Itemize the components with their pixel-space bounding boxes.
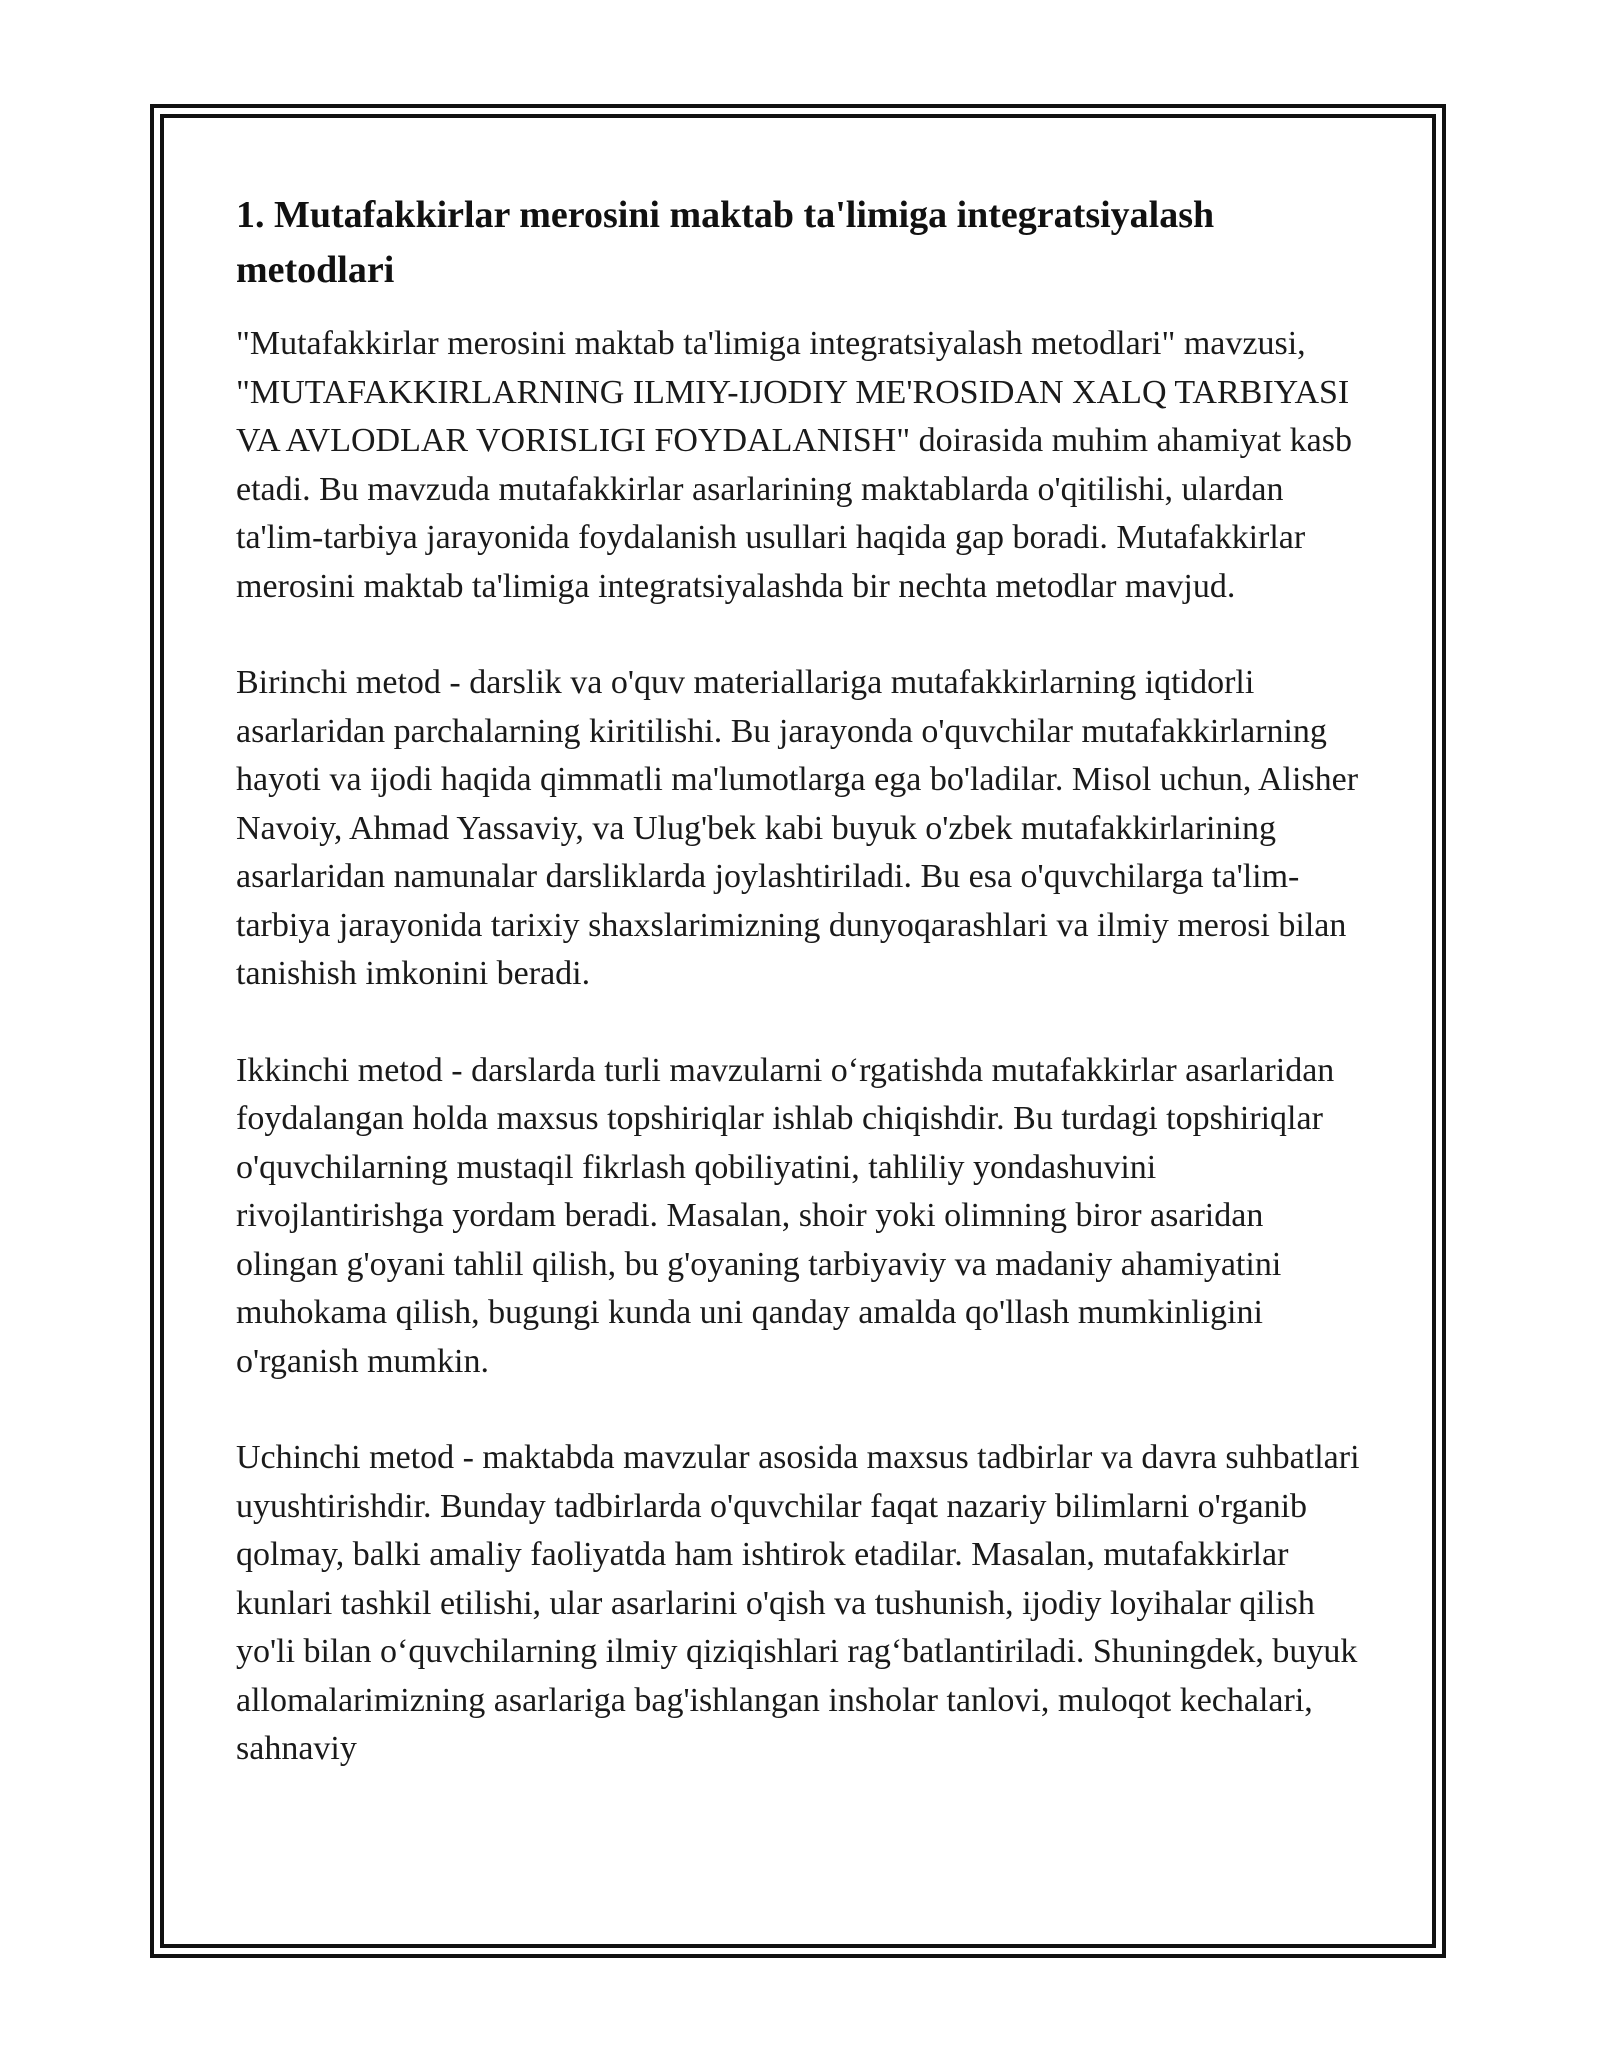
paragraph-second-method: Ikkinchi metod - darslarda turli mavzularni o‘rgatishda mutafakkirlar asarlaridan foydalangan holda maxsus topshiriqlar ishlab chiqishdir. Bu turdagi topshiriqlar o'quvchilarning mustaqil fikrlash qobiliyatini, tahliliy yondashuvini rivojlantirishga yordam beradi. Masalan, shoir yoki olimning biror asaridan olingan g'oyani tahlil qilish, bu g'oyaning tarbiyaviy va madaniy ahamiyatini muhokama qilish, bugungi kunda uni qanday amalda qo'llash mumkinligini o'rganish mumkin. [236, 1051, 1335, 1380]
paragraph-third-method: Uchinchi metod - maktabda mavzular asosida maxsus tadbirlar va davra suhbatlari uyushtirishdir. Bunday tadbirlarda o'quvchilar faqat nazariy bilimlarni o'rganib qolmay, balki amaliy faoliyatda ham ishtirok etadilar. Masalan, mutafakkirlar kunlari tashkil etilishi, ular asarlarini o'qish va tushunish, ijodiy loyihalar qilish yo'li bilan o‘quvchilarning ilmiy qiziqishlari rag‘batlantiriladi. Shuningdek, buyuk allomalarimizning asarlariga bag'ishlangan insholar tanlovi, muloqot kechalari, sahnaviy [236, 1439, 1360, 1767]
paragraph-first-method: Birinchi metod - darslik va o'quv materiallariga mutafakkirlarning iqtidorli asarlaridan parchalarning kiritilishi. Bu jarayonda o'quvchilar mutafakkirlarning hayoti va ijodi haqida qimmatli ma'lumotlarga ega bo'ladilar. Misol uchun, Alisher Navoiy, Ahmad Yassaviy, va Ulug'bek kabi buyuk o'zbek mutafakkirlarining asarlaridan namunalar darsliklarda joylashtiriladi. Bu esa o'quvchilarga ta'lim-tarbiya jarayonida tarixiy shaxslarimizning dunyoqarashlari va ilmiy merosi bilan tanishish imkonini beradi. [236, 664, 1359, 992]
paragraph-intro: "Mutafakkirlar merosini maktab ta'limiga integratsiyalash metodlari" mavzusi, "MUTAFAKKIRLARNING ILMIY-IJODIY ME'ROSIDAN XALQ TARBIYASI VA AVLODLAR VORISLIGI FOYDALANISH" doirasida muhim ahamiyat kasb etadi. Bu mavzuda mutafakkirlar asarlarining maktablarda o'qitilishi, ulardan ta'lim-tarbiya jarayonida foydalanish usullari haqida gap boradi. Mutafakkirlar merosini maktab ta'limiga integratsiyalashda bir nechta metodlar mavjud. [236, 325, 1353, 605]
document-body [236, 188, 1366, 1822]
section-heading: 1. Mutafakkirlar merosini maktab ta'limiga integratsiyalash metodlari [236, 194, 1215, 291]
